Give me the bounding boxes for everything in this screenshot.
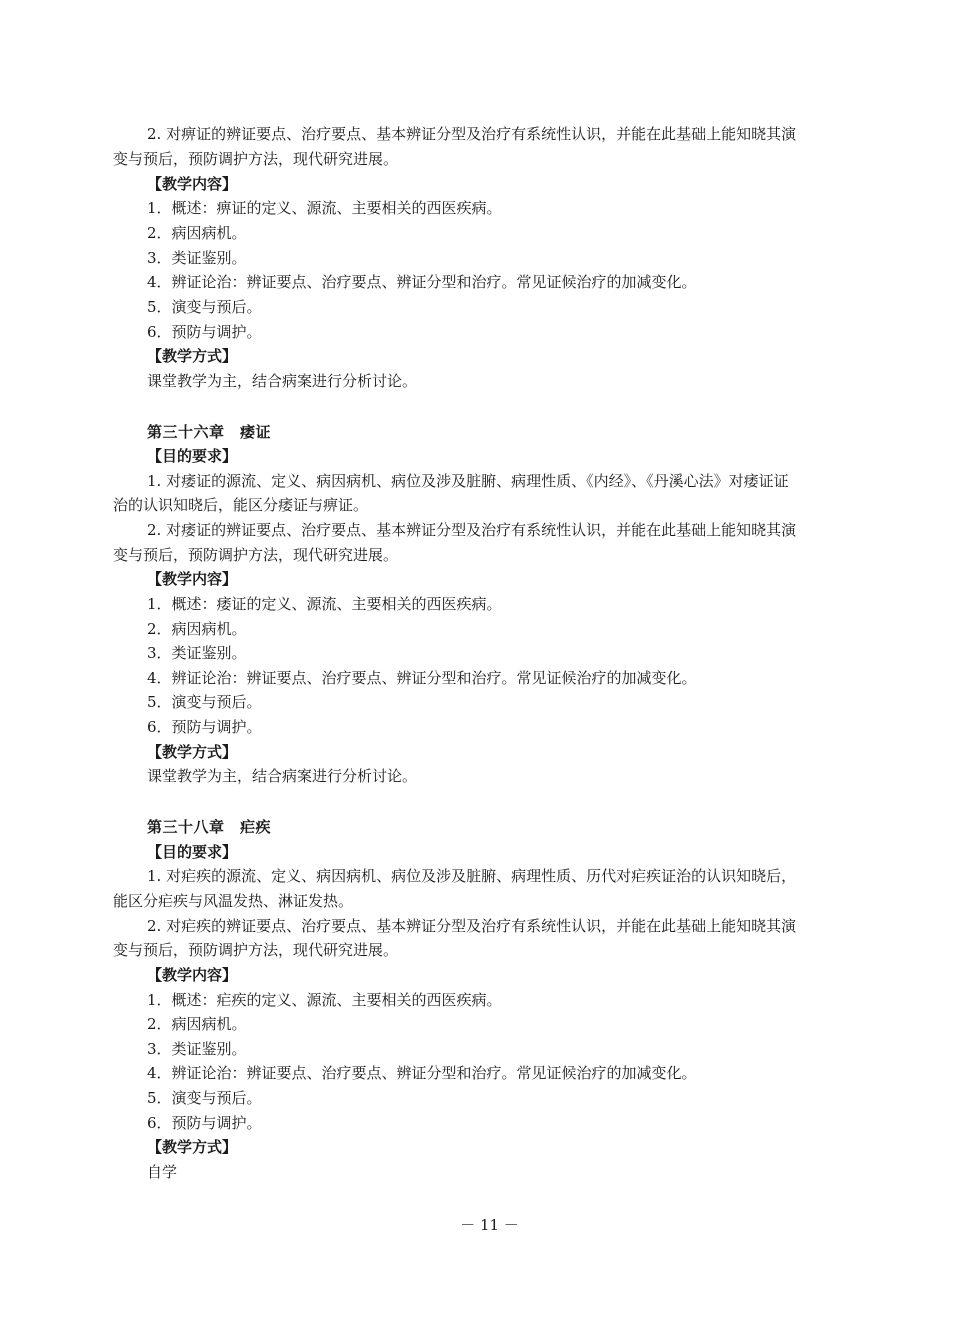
list-item: 2．病因病机。 xyxy=(147,620,247,638)
list-item: 4．辨证论治：辨证要点、治疗要点、辨证分型和治疗。常见证候治疗的加减变化。 xyxy=(147,273,697,291)
section-heading: 【教学方式】 xyxy=(147,1138,238,1156)
paragraph: 2. 对痹证的辨证要点、治疗要点、基本辨证分型及治疗有系统性认识，并能在此基础上能知晓其演 xyxy=(147,125,797,143)
list-item: 2．病因病机。 xyxy=(147,224,247,242)
list-item: 5．演变与预后。 xyxy=(147,693,262,711)
list-item: 3．类证鉴别。 xyxy=(147,644,247,662)
paragraph: 课堂教学为主，结合病案进行分析讨论。 xyxy=(147,767,418,785)
chapter-title: 第三十六章 痿证 xyxy=(147,423,272,441)
list-item: 1．概述：痿证的定义、源流、主要相关的西医疾病。 xyxy=(147,595,502,613)
paragraph: 1. 对疟疾的源流、定义、病因病机、病位及涉及脏腑、病理性质、历代对疟疾证治的认识知晓后， xyxy=(147,867,797,885)
list-item: 6．预防与调护。 xyxy=(147,718,262,736)
paragraph: 2. 对疟疾的辨证要点、治疗要点、基本辨证分型及治疗有系统性认识，并能在此基础上能知晓其演 xyxy=(147,917,797,935)
paragraph: 变与预后，预防调护方法，现代研究进展。 xyxy=(113,546,399,564)
chapter-title: 第三十八章 疟疾 xyxy=(147,818,272,836)
list-item: 3．类证鉴别。 xyxy=(147,1040,247,1058)
section-heading: 【教学内容】 xyxy=(147,570,238,588)
paragraph: 自学 xyxy=(147,1163,178,1181)
list-item: 6．预防与调护。 xyxy=(147,1114,262,1132)
section-heading: 【教学内容】 xyxy=(147,175,238,193)
paragraph: 1. 对痿证的源流、定义、病因病机、病位及涉及脏腑、病理性质、《内经》、《丹溪心法》对痿证证 xyxy=(147,472,789,490)
paragraph: 变与预后，预防调护方法，现代研究进展。 xyxy=(113,941,399,959)
paragraph: 能区分疟疾与风温发热、淋证发热。 xyxy=(113,892,354,910)
list-item: 3．类证鉴别。 xyxy=(147,249,247,267)
paragraph: 变与预后，预防调护方法，现代研究进展。 xyxy=(113,150,399,168)
list-item: 1．概述：疟疾的定义、源流、主要相关的西医疾病。 xyxy=(147,991,502,1009)
paragraph: 治的认识知晓后，能区分痿证与痹证。 xyxy=(113,496,369,514)
list-item: 6．预防与调护。 xyxy=(147,323,262,341)
list-item: 1．概述：痹证的定义、源流、主要相关的西医疾病。 xyxy=(147,199,502,217)
paragraph: 课堂教学为主，结合病案进行分析讨论。 xyxy=(147,372,418,390)
list-item: 5．演变与预后。 xyxy=(147,298,262,316)
page-number: － 11 － xyxy=(460,1216,519,1234)
list-item: 4．辨证论治：辨证要点、治疗要点、辨证分型和治疗。常见证候治疗的加减变化。 xyxy=(147,1064,697,1082)
section-heading: 【教学方式】 xyxy=(147,347,238,365)
section-heading: 【目的要求】 xyxy=(147,447,238,465)
section-heading: 【教学方式】 xyxy=(147,743,238,761)
list-item: 2．病因病机。 xyxy=(147,1015,247,1033)
section-heading: 【目的要求】 xyxy=(147,843,238,861)
list-item: 4．辨证论治：辨证要点、治疗要点、辨证分型和治疗。常见证候治疗的加减变化。 xyxy=(147,669,697,687)
section-heading: 【教学内容】 xyxy=(147,966,238,984)
paragraph: 2. 对痿证的辨证要点、治疗要点、基本辨证分型及治疗有系统性认识，并能在此基础上能知晓其演 xyxy=(147,521,797,539)
list-item: 5．演变与预后。 xyxy=(147,1089,262,1107)
